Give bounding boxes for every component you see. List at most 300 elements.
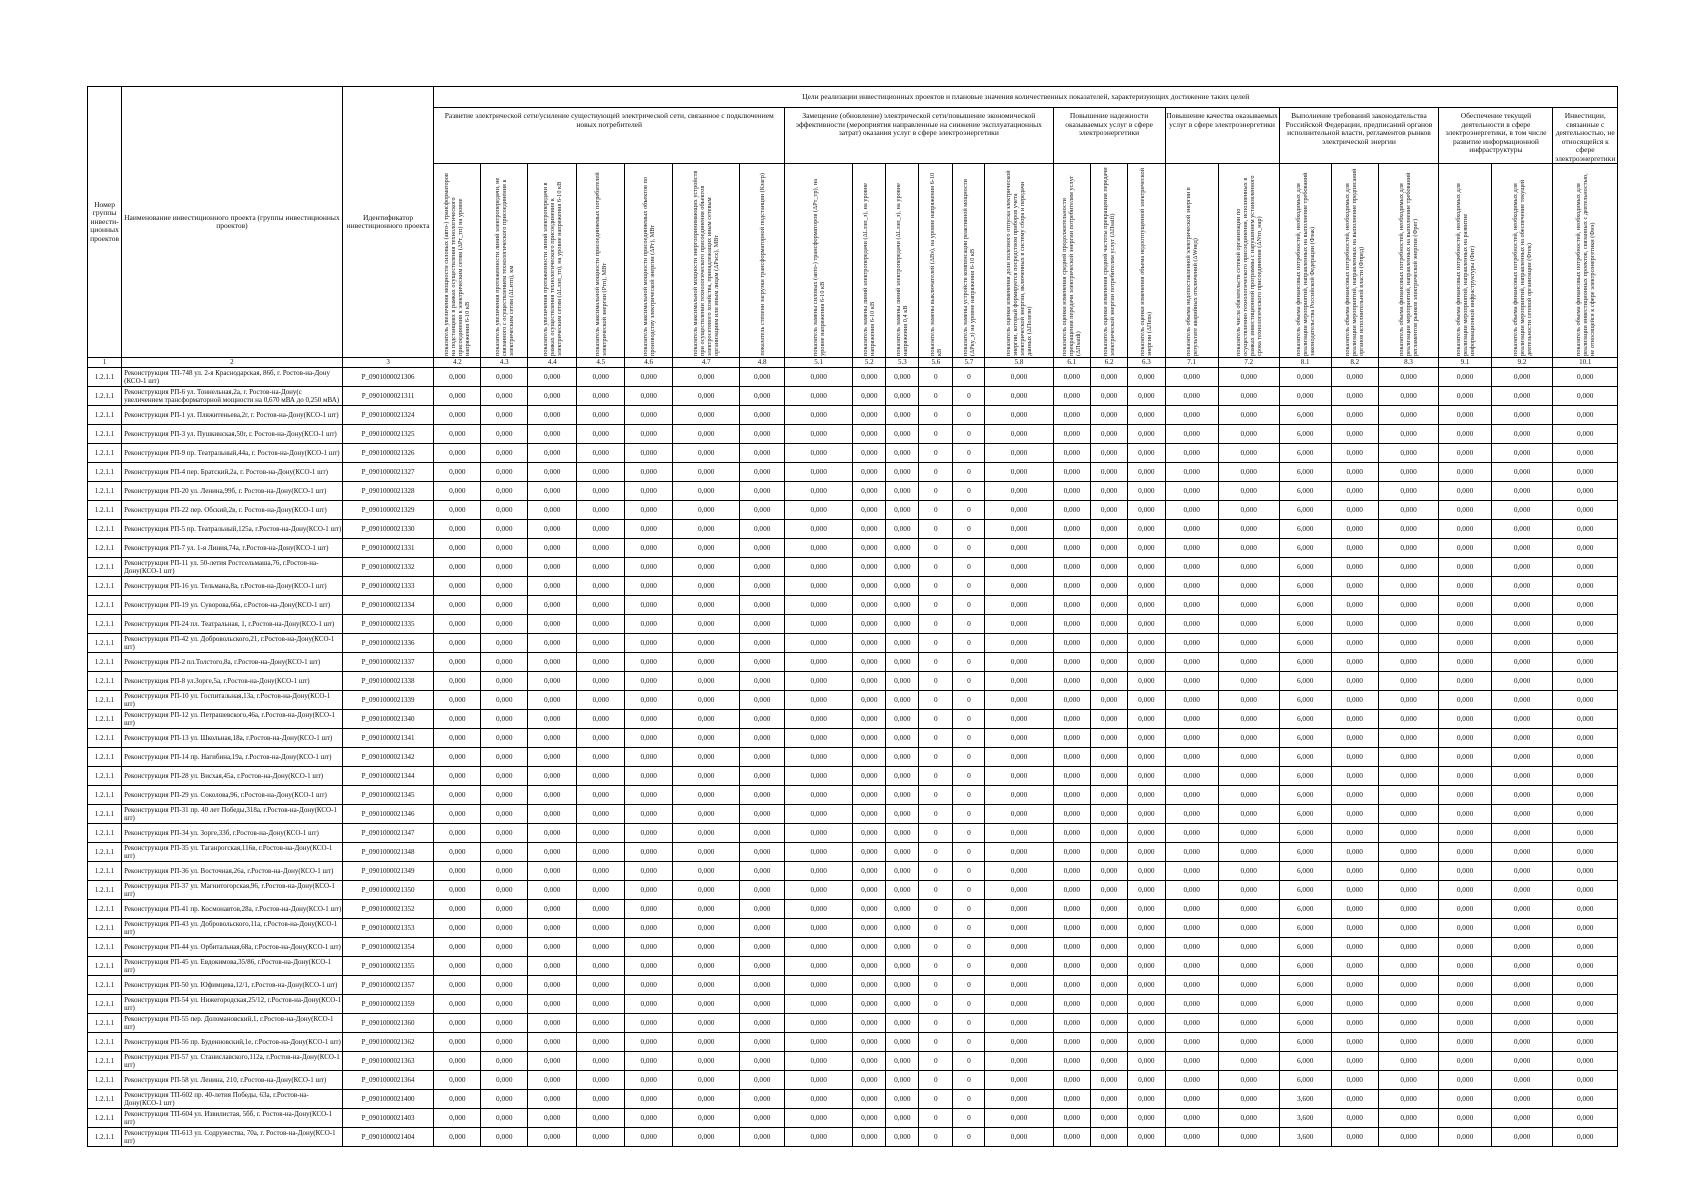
table-row (88, 520, 1618, 539)
value-cell: 0,000 (1128, 596, 1165, 615)
value-cell: 0,000 (528, 824, 577, 843)
value-cell: 0,000 (625, 900, 673, 919)
value-cell: 0 (919, 653, 953, 672)
group-number-cell: 1.2.1.1 (88, 1033, 122, 1052)
group-number-cell: 1.2.1.1 (88, 748, 122, 767)
value-cell: 0,000 (1053, 387, 1090, 406)
value-cell: 0,000 (1279, 368, 1331, 387)
indicator-label: показатель объема финансовых потребностей, необходимых для реализации мероприятий, направленных на выполнение требований законодательства Российской Федерации (Фзак) (1294, 172, 1316, 356)
value-cell: 0,000 (1439, 615, 1491, 634)
value-cell: 0,000 (886, 672, 919, 691)
group-number-cell: 1.2.1.1 (88, 577, 122, 596)
value-cell: 0,000 (886, 501, 919, 520)
value-cell: 0,000 (481, 881, 528, 900)
value-cell: 0 (953, 634, 985, 653)
value-cell: 0,000 (1331, 691, 1378, 710)
value-cell: 0,000 (434, 1071, 481, 1090)
value-cell: 0,000 (1439, 482, 1491, 501)
value-cell: 0,000 (1165, 900, 1218, 919)
value-cell: 0 (919, 463, 953, 482)
value-cell: 0 (919, 938, 953, 957)
value-cell: 0,000 (1378, 691, 1439, 710)
value-cell: 0,000 (434, 767, 481, 786)
value-cell: 0,000 (740, 767, 785, 786)
value-cell: 0,000 (985, 520, 1053, 539)
value-cell: 0,000 (673, 900, 740, 919)
value-cell: 0,000 (1218, 957, 1279, 976)
value-cell: 0,000 (577, 710, 625, 729)
value-cell: 0,000 (577, 1033, 625, 1052)
group-number-cell: 1.2.1.1 (88, 634, 122, 653)
value-cell: 0,000 (740, 862, 785, 881)
value-cell: 0,000 (1128, 558, 1165, 577)
value-cell: 0,000 (1553, 919, 1618, 938)
value-cell: 0,000 (1053, 368, 1090, 387)
table-row (88, 634, 1618, 653)
value-cell: 0 (953, 786, 985, 805)
value-cell: 0,000 (985, 672, 1053, 691)
value-cell: 0,000 (434, 786, 481, 805)
value-cell: 0,000 (577, 805, 625, 824)
value-cell: 0,000 (434, 881, 481, 900)
value-cell: 0,000 (853, 881, 886, 900)
value-cell: 6,000 (1279, 653, 1331, 672)
value-cell: 0,000 (1090, 1014, 1127, 1033)
value-cell: 0,000 (1090, 1033, 1127, 1052)
value-cell: 0,000 (985, 786, 1053, 805)
value-cell: 0,000 (1331, 919, 1378, 938)
value-cell: 0,000 (1165, 1033, 1218, 1052)
project-name-cell: Реконструкция РП-7 ул. 1-я Линия,74а, г.Ростов-на-Дону(КСО-1 шт) (122, 539, 343, 558)
value-cell: 0,000 (785, 558, 853, 577)
value-cell: 0,000 (481, 862, 528, 881)
value-cell: 0,000 (1165, 596, 1218, 615)
value-cell: 0,000 (853, 1109, 886, 1128)
value-cell: 0,000 (1218, 805, 1279, 824)
value-cell: 0,000 (1218, 900, 1279, 919)
value-cell: 0,000 (434, 957, 481, 976)
table-row (88, 501, 1618, 520)
value-cell: 0,000 (1553, 596, 1618, 615)
value-cell: 0,000 (1439, 995, 1491, 1014)
goal-group: Развитие электрической сети/усиление существующей электрической сети, связанное с подключением новых потребителей (434, 108, 785, 164)
indicator-header (1218, 164, 1279, 358)
value-cell: 0,000 (625, 672, 673, 691)
value-cell: 0,000 (1439, 957, 1491, 976)
value-cell: 0,000 (886, 843, 919, 862)
value-cell: 0,000 (1128, 444, 1165, 463)
value-cell: 0,000 (673, 539, 740, 558)
value-cell: 0,000 (1331, 1109, 1378, 1128)
value-cell: 0,000 (481, 653, 528, 672)
indicator-header (528, 164, 577, 358)
value-cell: 0,000 (434, 748, 481, 767)
column-number: 8.2 (1331, 358, 1378, 368)
value-cell: 0,000 (625, 653, 673, 672)
value-cell: 0,000 (1090, 919, 1127, 938)
indicator-header (625, 164, 673, 358)
value-cell: 0,000 (434, 596, 481, 615)
value-cell: 0,000 (740, 520, 785, 539)
value-cell: 6,000 (1279, 520, 1331, 539)
value-cell: 0,000 (528, 786, 577, 805)
value-cell: 0 (953, 862, 985, 881)
value-cell: 0,000 (853, 577, 886, 596)
column-number: 5.6 (919, 358, 953, 368)
value-cell: 0,000 (1090, 786, 1127, 805)
value-cell: 0,000 (740, 1109, 785, 1128)
value-cell: 0,000 (1218, 482, 1279, 501)
value-cell: 0,000 (985, 881, 1053, 900)
value-cell: 0,000 (886, 938, 919, 957)
value-cell: 0,000 (1053, 1128, 1090, 1147)
value-cell: 0 (919, 1109, 953, 1128)
value-cell: 0 (919, 976, 953, 995)
value-cell: 0,000 (853, 824, 886, 843)
value-cell: 0,000 (1331, 501, 1378, 520)
value-cell: 0,000 (853, 995, 886, 1014)
value-cell: 0 (953, 672, 985, 691)
value-cell: 0,000 (673, 919, 740, 938)
value-cell: 0,000 (853, 900, 886, 919)
project-id-cell: P_0901000021332 (342, 558, 434, 577)
value-cell: 0,000 (481, 957, 528, 976)
value-cell: 0,000 (434, 520, 481, 539)
value-cell: 0,000 (1439, 463, 1491, 482)
value-cell: 0,000 (1491, 786, 1553, 805)
value-cell: 0,000 (625, 786, 673, 805)
value-cell: 0,000 (434, 1014, 481, 1033)
value-cell: 0,000 (853, 729, 886, 748)
value-cell: 0,000 (985, 843, 1053, 862)
value-cell: 0,000 (1128, 995, 1165, 1014)
value-cell: 0,000 (1378, 672, 1439, 691)
value-cell: 0,000 (740, 463, 785, 482)
value-cell: 0,000 (481, 596, 528, 615)
project-name-cell: Реконструкция РП-16 ул. Тельмана,8а, г.Ростов-на-Дону(КСО-1 шт) (122, 577, 343, 596)
value-cell: 0,000 (785, 805, 853, 824)
value-cell: 0,000 (886, 976, 919, 995)
value-cell: 0,000 (1378, 862, 1439, 881)
value-cell: 0,000 (1378, 368, 1439, 387)
value-cell: 0 (953, 444, 985, 463)
value-cell: 0,000 (1331, 862, 1378, 881)
value-cell: 0,000 (1378, 786, 1439, 805)
value-cell: 0,000 (853, 710, 886, 729)
value-cell: 0,000 (785, 1033, 853, 1052)
value-cell: 0,000 (1165, 558, 1218, 577)
value-cell: 0,000 (1165, 1071, 1218, 1090)
value-cell: 0,000 (1218, 691, 1279, 710)
value-cell: 0,000 (1090, 805, 1127, 824)
value-cell: 0,000 (625, 710, 673, 729)
value-cell: 0 (953, 824, 985, 843)
value-cell: 0 (919, 387, 953, 406)
value-cell: 0,000 (577, 577, 625, 596)
value-cell: 0,000 (853, 786, 886, 805)
value-cell: 0,000 (1378, 748, 1439, 767)
value-cell: 0,000 (1491, 862, 1553, 881)
indicator-header (853, 164, 886, 358)
value-cell: 0,000 (1553, 520, 1618, 539)
value-cell: 0 (953, 577, 985, 596)
value-cell: 0,000 (1378, 1071, 1439, 1090)
value-cell: 0,000 (481, 425, 528, 444)
group-number-cell: 1.2.1.1 (88, 957, 122, 976)
value-cell: 0,000 (1218, 520, 1279, 539)
value-cell: 0,000 (577, 596, 625, 615)
value-cell: 0 (953, 1071, 985, 1090)
value-cell: 0,000 (1439, 691, 1491, 710)
project-name-cell: Реконструкция РП-13 ул. Школьная,18а, г.Ростов-на-Дону(КСО-1 шт) (122, 729, 343, 748)
value-cell: 0,000 (1128, 1014, 1165, 1033)
value-cell: 0,000 (528, 957, 577, 976)
value-cell: 0,000 (528, 577, 577, 596)
project-id-cell: P_0901000021334 (342, 596, 434, 615)
value-cell: 0,000 (673, 501, 740, 520)
column-number: 4.2 (434, 358, 481, 368)
value-cell: 0,000 (1439, 1033, 1491, 1052)
value-cell: 0,000 (1378, 1090, 1439, 1109)
value-cell: 0,000 (673, 520, 740, 539)
project-name-cell: Реконструкция РП-22 пер. Обский,2в, г. Ростов-на-Дону(КСО-1 шт) (122, 501, 343, 520)
value-cell: 0,000 (1128, 881, 1165, 900)
value-cell: 0,000 (1218, 710, 1279, 729)
value-cell: 0,000 (1378, 577, 1439, 596)
value-cell: 6,000 (1279, 995, 1331, 1014)
value-cell: 0,000 (1053, 938, 1090, 957)
table-row (88, 748, 1618, 767)
value-cell: 0,000 (625, 1014, 673, 1033)
group-number-cell: 1.2.1.1 (88, 805, 122, 824)
value-cell: 0,000 (1553, 957, 1618, 976)
value-cell: 0,000 (1053, 653, 1090, 672)
group-number-cell: 1.2.1.1 (88, 425, 122, 444)
value-cell: 0,000 (886, 767, 919, 786)
value-cell: 0,000 (740, 900, 785, 919)
value-cell: 0,000 (1090, 1052, 1127, 1071)
value-cell: 6,000 (1279, 444, 1331, 463)
project-id-cell: P_0901000021330 (342, 520, 434, 539)
value-cell: 0,000 (740, 615, 785, 634)
value-cell: 0,000 (1331, 995, 1378, 1014)
value-cell: 0,000 (1128, 482, 1165, 501)
value-cell: 6,000 (1279, 976, 1331, 995)
table-row (88, 368, 1618, 387)
value-cell: 0 (919, 520, 953, 539)
value-cell: 0,000 (625, 691, 673, 710)
value-cell: 0,000 (1218, 615, 1279, 634)
value-cell: 0,000 (528, 634, 577, 653)
value-cell: 0,000 (1218, 577, 1279, 596)
project-name-cell: Реконструкция РП-1 ул. Пляжитеньева,2г, г. Ростов-на-Дону(КСО-1 шт) (122, 406, 343, 425)
value-cell: 0,000 (853, 919, 886, 938)
value-cell: 0 (953, 368, 985, 387)
value-cell: 0,000 (1165, 691, 1218, 710)
value-cell: 0,000 (1491, 843, 1553, 862)
value-cell: 0,000 (481, 615, 528, 634)
value-cell: 0,000 (577, 482, 625, 501)
value-cell: 0,000 (1218, 1052, 1279, 1071)
value-cell: 6,000 (1279, 843, 1331, 862)
column-number: 9.1 (1439, 358, 1491, 368)
value-cell: 0,000 (1331, 539, 1378, 558)
value-cell: 0,000 (673, 425, 740, 444)
value-cell: 0,000 (528, 1033, 577, 1052)
table-row (88, 1071, 1618, 1090)
value-cell: 0,000 (481, 463, 528, 482)
value-cell: 0,000 (1378, 881, 1439, 900)
value-cell: 0,000 (1128, 748, 1165, 767)
value-cell: 0 (919, 596, 953, 615)
value-cell: 0,000 (625, 843, 673, 862)
value-cell: 0,000 (1090, 710, 1127, 729)
value-cell: 0,000 (740, 1014, 785, 1033)
value-cell: 0,000 (853, 976, 886, 995)
value-cell: 0,000 (1090, 1109, 1127, 1128)
value-cell: 0,000 (985, 691, 1053, 710)
value-cell: 0,000 (985, 729, 1053, 748)
goal-group: Выполнение требований законодательства Российской Федерации, предписаний органов исполнительной власти, регламентов рынков электрической энергии (1279, 108, 1439, 164)
value-cell: 0 (953, 900, 985, 919)
value-cell: 0,000 (1090, 444, 1127, 463)
value-cell: 0,000 (1491, 710, 1553, 729)
value-cell: 0,000 (1218, 976, 1279, 995)
value-cell: 0,000 (481, 824, 528, 843)
value-cell: 0,000 (785, 995, 853, 1014)
value-cell: 0,000 (528, 520, 577, 539)
value-cell: 0,000 (434, 729, 481, 748)
value-cell: 0,000 (673, 710, 740, 729)
project-id-cell: P_0901000021345 (342, 786, 434, 805)
value-cell: 0,000 (1090, 596, 1127, 615)
project-name-cell: Реконструкция РП-43 ул. Добровольского,11а, г.Ростов-на-Дону(КСО-1 шт) (122, 919, 343, 938)
value-cell: 0,000 (1439, 767, 1491, 786)
value-cell: 0,000 (1165, 368, 1218, 387)
value-cell: 0,000 (985, 824, 1053, 843)
value-cell: 0,000 (1053, 463, 1090, 482)
value-cell: 0,000 (1439, 1128, 1491, 1147)
project-name-cell: Реконструкция РП-50 ул. Юфимцева,12/1, г.Ростов-на-Дону(КСО-1 шт) (122, 976, 343, 995)
value-cell: 0,000 (577, 691, 625, 710)
indicator-label: показатель максимальной мощности энергопринимающих устройств при осуществлении технологического присоединения объектов электросетевого хозяйства, принадлежащих иным сетевым организациям или иным лицам (ΔPэсх), МВт (692, 170, 721, 356)
value-cell: 0,000 (1053, 767, 1090, 786)
indicator-label: показатель замены устройств компенсации реактивной мощности (ΔPку_з) на уровне напряжения 6-10 кВ (961, 179, 976, 356)
value-cell: 0,000 (1491, 463, 1553, 482)
value-cell: 0,000 (1165, 520, 1218, 539)
value-cell: 0,000 (1090, 995, 1127, 1014)
value-cell: 0,000 (1053, 539, 1090, 558)
value-cell: 0,000 (528, 900, 577, 919)
value-cell: 0,000 (1090, 501, 1127, 520)
value-cell: 0,000 (1553, 406, 1618, 425)
value-cell: 0,000 (577, 387, 625, 406)
value-cell: 6,000 (1279, 463, 1331, 482)
table-row (88, 444, 1618, 463)
table-row (88, 938, 1618, 957)
value-cell: 6,000 (1279, 1071, 1331, 1090)
project-name-cell: Реконструкция РП-9 пр. Театральный,44а, г. Ростов-на-Дону(КСО-1 шт) (122, 444, 343, 463)
group-number-cell: 1.2.1.1 (88, 900, 122, 919)
value-cell: 0,000 (740, 539, 785, 558)
project-name-cell: Реконструкция РП-14 пр. Нагибина,19а, г.Ростов-на-Дону(КСО-1 шт) (122, 748, 343, 767)
value-cell: 0,000 (481, 995, 528, 1014)
value-cell: 0,000 (886, 615, 919, 634)
value-cell: 0,000 (740, 1071, 785, 1090)
group-number-cell: 1.2.1.1 (88, 919, 122, 938)
value-cell: 0,000 (1090, 1090, 1127, 1109)
project-name-cell: Реконструкция РП-45 ул. Евдокимова,35/86, г.Ростов-на-Дону(КСО-1 шт) (122, 957, 343, 976)
value-cell: 0 (919, 995, 953, 1014)
group-number-cell: 1.2.1.1 (88, 976, 122, 995)
value-cell: 0,000 (785, 577, 853, 596)
value-cell: 0,000 (886, 444, 919, 463)
value-cell: 0,000 (1128, 653, 1165, 672)
value-cell: 0,000 (1553, 862, 1618, 881)
value-cell: 0 (919, 691, 953, 710)
value-cell: 0,000 (1090, 691, 1127, 710)
value-cell: 0,000 (740, 786, 785, 805)
project-id-cell: P_0901000021331 (342, 539, 434, 558)
indicator-header (1331, 164, 1378, 358)
value-cell: 0,000 (1165, 1090, 1218, 1109)
value-cell: 0,000 (1491, 1071, 1553, 1090)
value-cell: 0,000 (1439, 710, 1491, 729)
value-cell: 0,000 (1553, 900, 1618, 919)
value-cell: 0,000 (1553, 634, 1618, 653)
value-cell: 0,000 (434, 900, 481, 919)
value-cell: 0,000 (625, 368, 673, 387)
value-cell: 0,000 (886, 900, 919, 919)
group-number-cell: 1.2.1.1 (88, 653, 122, 672)
value-cell: 0,000 (886, 368, 919, 387)
value-cell: 0,000 (1491, 1109, 1553, 1128)
value-cell: 0,000 (1331, 672, 1378, 691)
value-cell: 0,000 (1553, 368, 1618, 387)
value-cell: 0,000 (1378, 387, 1439, 406)
column-number: 6.2 (1090, 358, 1127, 368)
value-cell: 0,000 (785, 463, 853, 482)
table-row (88, 1128, 1618, 1147)
value-cell: 0,000 (740, 653, 785, 672)
value-cell: 0,000 (577, 919, 625, 938)
value-cell: 0,000 (1053, 748, 1090, 767)
value-cell: 0,000 (1128, 938, 1165, 957)
value-cell: 0,000 (886, 881, 919, 900)
value-cell: 0,000 (740, 596, 785, 615)
indicator-header (953, 164, 985, 358)
value-cell: 0,000 (528, 862, 577, 881)
value-cell: 0,000 (853, 615, 886, 634)
project-id-cell: P_0901000021362 (342, 1033, 434, 1052)
value-cell: 0,000 (434, 482, 481, 501)
indicator-label: показатель замены линий электропередачи (ΔLлэп_з), на уровне напряжения 0,4 кВ (895, 183, 910, 356)
value-cell: 0,000 (528, 881, 577, 900)
value-cell: 0,000 (625, 729, 673, 748)
value-cell: 0 (953, 1128, 985, 1147)
value-cell: 0,000 (853, 672, 886, 691)
header-project-id: Идентификатор инвестиционного проекта (342, 87, 434, 358)
value-cell: 0,000 (577, 748, 625, 767)
value-cell: 0,000 (1053, 900, 1090, 919)
value-cell: 0 (953, 691, 985, 710)
value-cell: 0 (953, 558, 985, 577)
value-cell: 0,000 (1331, 368, 1378, 387)
column-number: 8.1 (1279, 358, 1331, 368)
value-cell: 0,000 (853, 406, 886, 425)
value-cell: 0,000 (886, 1033, 919, 1052)
project-id-cell: P_0901000021347 (342, 824, 434, 843)
